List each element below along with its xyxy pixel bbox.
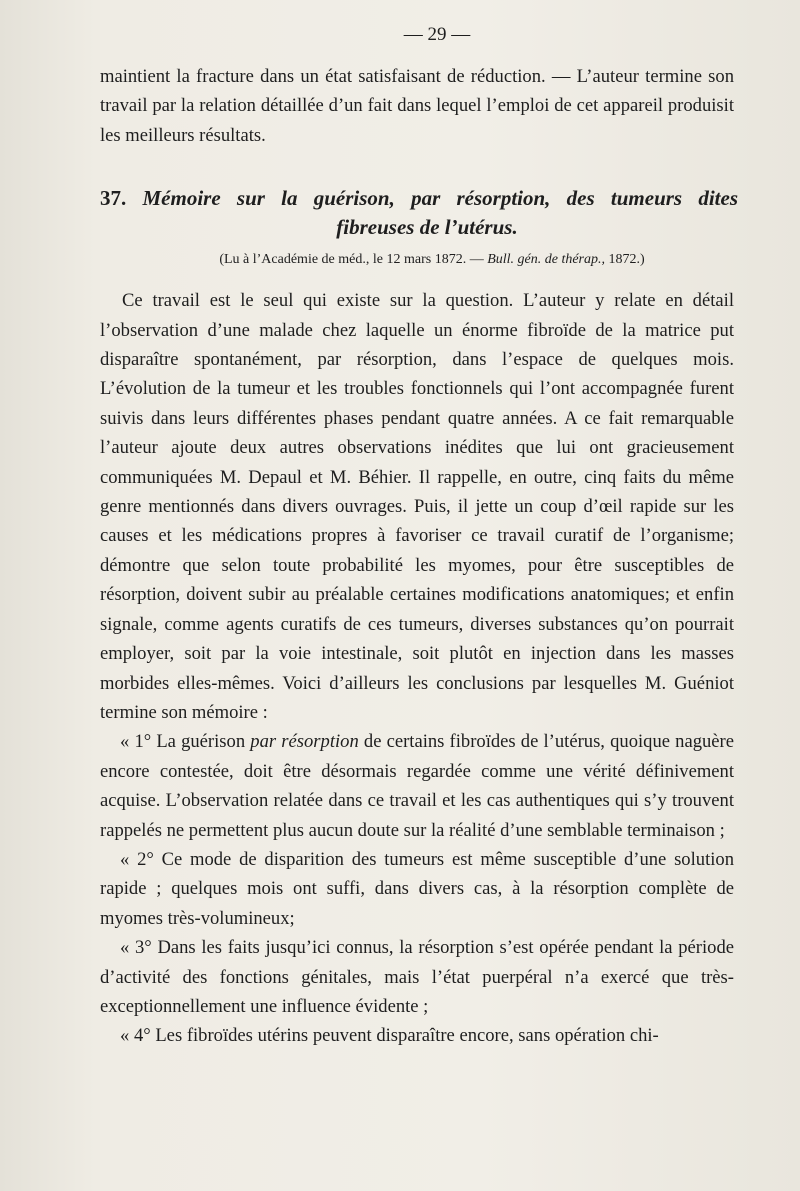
body-paragraph: Ce travail est le seul qui existe sur la question. L’auteur y relate en détail l’observation d’une malade chez laquelle un énorme fibroïde de la matrice put disparaître spontanément, par résorption, dans l’espace de quelques mois. L’évolution de la tumeur et les troubles fonctionnels qui l’ont accompagnée furent suivis dans leurs différentes phases pendant quatre années. A ce fait remarquable l’auteur ajoute deux autres observations inédites que lui ont gracieusement communiquées M. Depaul et M. Béhier. Il rappelle, en outre, cinq faits du même genre mentionnés dans divers ouvrages. Puis, il jette un coup d’œil rapide sur les causes et les médications propres à favoriser ce travail curatif de l’organisme; démontre que selon toute probabilité les myomes, pour être susceptibles de résorption, doivent subir au préalable certaines modifications anatomiques; et enfin signale, comme agents curatifs de ces tumeurs, diverses substances qu’on pourrait employer, soit par la voie intestinale, soit plutôt en injection dans les masses morbides elles-mêmes. Voici d’ailleurs les conclusions par lesquelles M. Guéniot termine son mémoire : xyxy=(100,290,734,723)
conclusion-3-text: Dans les faits jusqu’ici connus, la résorption s’est opérée pendant la période d’activité des fonctions génitales, mais l’état puerpéral n’a exercé que très-exceptionnellement une influence évidente ; xyxy=(100,937,734,1017)
section-number: 37. xyxy=(100,186,127,211)
conclusion-4-text: Les fibroïdes utérins peuvent disparaître encore, sans opération chi- xyxy=(155,1025,659,1047)
citation-suffix: 1872.) xyxy=(608,252,645,268)
conclusion-2-prefix: « 2° xyxy=(120,848,162,870)
conclusion-3 xyxy=(100,933,734,1021)
conclusion-1-text: de certains fibroïdes de l’utérus, quoique naguère encore contestée, doit être désormais regardée comme une vérité définivement acquise. L’observation relatée dans ce travail et les cas authentiques qui s’y trouvent rappelés ne permettent plus aucun doute sur la réalité d’une semblable terminaison ; xyxy=(100,731,734,841)
section-title-text-1: Mémoire sur la guérison, par résorption, des tumeurs dites xyxy=(142,186,738,211)
conclusion-2-text: Ce mode de disparition des tumeurs est même susceptible d’une solution rapide ; quelques mois ont suffi, dans divers cas, à la résorption complète de myomes très-volumineux; xyxy=(100,848,734,929)
citation xyxy=(100,250,734,270)
conclusion-4 xyxy=(100,1021,734,1050)
section-heading xyxy=(100,184,738,242)
conclusion-3-prefix: « 3° xyxy=(120,937,158,959)
citation-journal: Bull. gén. de thérap., xyxy=(487,252,605,268)
conclusion-1 xyxy=(100,727,734,845)
section-title-line1 xyxy=(100,184,738,213)
conclusion-2 xyxy=(100,845,734,933)
citation-prefix: (Lu à l’Académie de méd., le 12 mars 1872. — xyxy=(219,252,484,268)
conclusion-4-prefix: « 4° xyxy=(120,1025,156,1047)
intro-paragraph: maintient la fracture dans un état satisfaisant de réduction. — L’auteur termine son travail par la relation détaillée d’un fait dans lequel l’emploi de cet appareil produisit les meilleurs résultats. xyxy=(100,66,734,146)
page-number: — 29 — xyxy=(403,24,471,45)
conclusion-1-emphasis: par résorption xyxy=(250,731,359,753)
conclusion-1-prefix: « 1° La guérison xyxy=(120,731,251,753)
section-title-line2: fibreuses de l’utérus. xyxy=(336,215,518,240)
